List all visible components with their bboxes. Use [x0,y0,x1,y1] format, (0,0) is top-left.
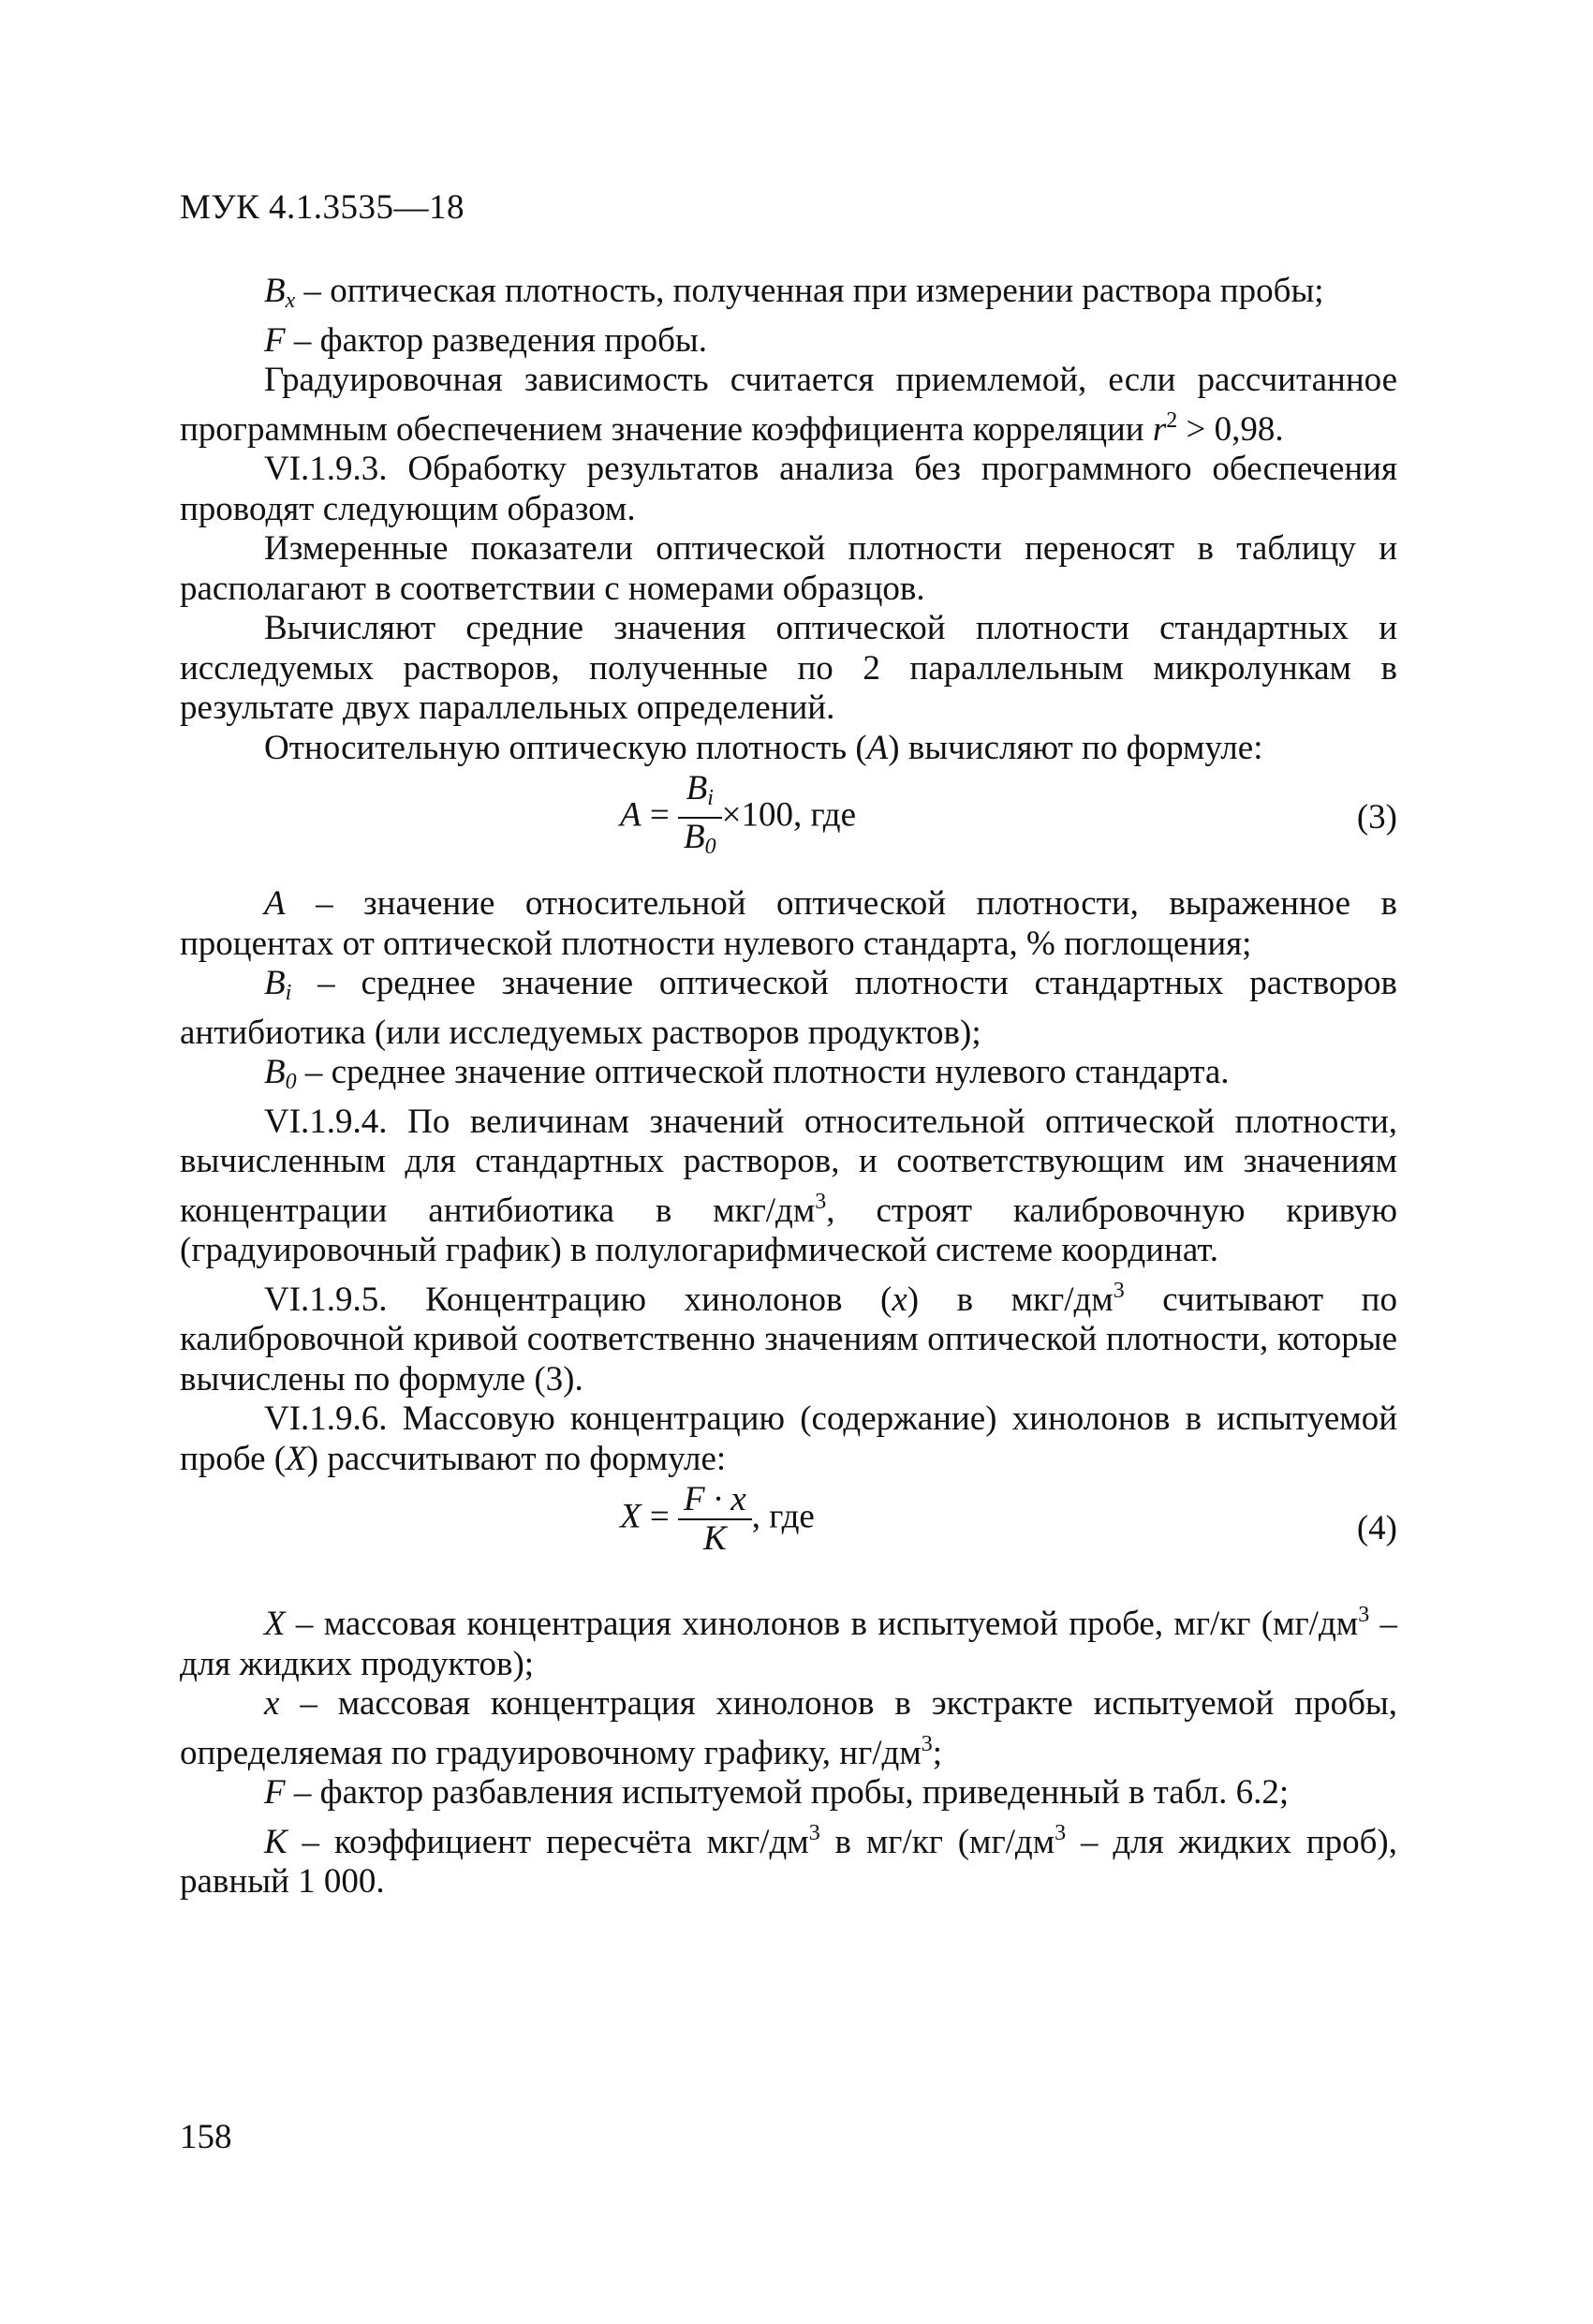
text-fragment: – коэффициент пересчёта мкг/дм [287,1822,809,1861]
text-fragment: – массовая концентрация хинолонов в экстракте испытуемой пробы, определяемая по градуировочному графику, нг/дм [180,1684,1397,1772]
formula-4-fraction [678,1481,752,1558]
numerator-var: B [686,769,708,807]
text-fragment: VI.1.9.6. Массовую концентрацию (содержание) хинолонов в испытуемой пробе ( [180,1399,1397,1478]
definition-bi [180,964,1397,1053]
var-x-upper: X [286,1439,307,1478]
var-k: K [264,1822,288,1861]
sub-i: i [285,981,292,1005]
text-fragment: в мг/кг (мг/дм [819,1822,1055,1861]
text-fragment: Относительную оптическую плотность ( [264,728,867,767]
text-fragment: считывают по калибровочной кривой соответственно значениям оптической плотности, которые вычислены по формуле (3). [180,1280,1397,1399]
formula-3-fraction [678,770,722,866]
text-fragment: – фактор разбавления испытуемой пробы, приведенный в табл. 6.2; [285,1773,1290,1812]
sup-3: 3 [1113,1278,1125,1303]
var-f: F [264,1773,286,1812]
sup-2: 2 [1166,407,1178,433]
definition-bx [180,272,1397,321]
fraction-numerator: F · x [678,1481,752,1520]
var-a: A [866,728,889,767]
sup-3: 3 [815,1189,827,1214]
var-x: x [264,1684,280,1723]
formula-4-lhs: X [620,1497,642,1536]
definition-k [180,1813,1397,1902]
denominator-sub: 0 [704,835,716,859]
sup-3: 3 [808,1820,820,1845]
document-code-header: МУК 4.1.3535—18 [180,188,465,227]
text-fragment: VI.1.9.5. Концентрацию хинолонов ( [264,1280,892,1319]
paragraph-averages: Вычисляют средние значения оптической плотности стандартных и исследуемых растворов, полученные по 2 параллельным микролункам в результате двух параллельных определений. [180,609,1397,727]
var-x: x [892,1280,907,1319]
text-fragment: – для жидких проб), равный 1 000. [180,1822,1397,1901]
definition-f [180,321,1397,362]
sub-0: 0 [285,1070,297,1094]
numerator-sub: i [707,786,714,810]
var-r: r [1152,409,1167,449]
where-label: , где [792,795,857,835]
definition-f-dilution [180,1773,1397,1813]
definition-x-lower [180,1684,1397,1773]
text-fragment: – массовая концентрация хинолонов в испытуемой пробе, мг/кг (мг/дм [285,1605,1359,1643]
text-fragment: ; [932,1733,943,1772]
definition-a [180,884,1397,964]
text-fragment: – для жидких продуктов); [180,1605,1398,1683]
page-number: 158 [180,2118,232,2156]
text-fragment: ) вычисляют по формуле: [888,728,1263,767]
main-text [180,272,1397,1902]
formula-3 [180,770,1397,881]
fraction-numerator [678,770,722,819]
var-x-upper: X [264,1605,286,1643]
formula-4-expression [620,1481,815,1558]
definition-b0-text: – среднее значение оптической плотности нулевого стандарта. [296,1053,1230,1091]
var-a: A [264,884,286,923]
paragraph-measured: Измеренные показатели оптической плотности переносят в таблицу и располагают в соответствии с номерами образцов. [180,529,1397,608]
fraction-denominator [678,819,722,866]
formula-3-lhs: A [620,795,642,835]
definition-f-text: – фактор разведения пробы. [285,320,708,360]
definition-bi-text: – среднее значение оптической плотности стандартных растворов антибиотика (или исследуемых растворов продуктов); [180,964,1397,1052]
formula-3-expression [620,770,856,866]
text-fragment: ) рассчитывают по формуле: [306,1439,727,1478]
definition-x-upper [180,1595,1397,1684]
definition-b0 [180,1053,1397,1103]
section-vi-1-9-6 [180,1399,1397,1479]
paragraph-relative-density [180,729,1397,769]
section-vi-1-9-4 [180,1103,1397,1271]
fraction-denominator: K [703,1519,727,1558]
text-fragment: ) в мкг/дм [907,1280,1114,1319]
paragraph-correlation-end: > 0,98. [1177,409,1284,449]
definition-bx-text: – оптическая плотность, полученная при измерении раствора пробы; [295,272,1324,310]
formula-4 [180,1481,1397,1591]
where-label: , где [751,1497,815,1536]
paragraph-correlation-text: Градуировочная зависимость считается приемлемой, если рассчитанное программным обеспечением значение коэффициента корреляции [180,361,1397,449]
equals-sign: = [641,1497,678,1536]
var-f: F [264,320,286,360]
paragraph-correlation [180,361,1397,450]
times-100: ×100 [721,795,793,835]
sub-x: x [285,289,296,313]
equals-sign: = [641,795,678,835]
sup-3: 3 [1055,1820,1067,1845]
sup-3: 3 [921,1731,933,1756]
var-b: B [264,1053,286,1091]
definition-a-text: – значение относительной оптической плотности, выраженное в процентах от оптической плотности нулевого стандарта, % поглощения; [180,884,1397,963]
sup-3: 3 [1358,1603,1370,1627]
formula-4-number: (4) [1356,1509,1397,1547]
text-fragment: VI.1.9.4. По величинам значений относительной оптической плотности, вычисленным для стандартных растворов, и соответствующим им значениям концентрации антибиотика в мкг/дм [180,1102,1397,1230]
formula-3-number: (3) [1356,798,1397,836]
text-fragment: , строят калибровочную кривую (градуировочный график) в полулогарифмической системе координат. [180,1191,1397,1269]
var-b: B [264,272,286,310]
section-vi-1-9-5 [180,1271,1397,1400]
var-b: B [264,964,286,1002]
denominator-var: B [683,818,705,856]
section-vi-1-9-3: VI.1.9.3. Обработку результатов анализа без программного обеспечения проводят следующим образом. [180,450,1397,528]
